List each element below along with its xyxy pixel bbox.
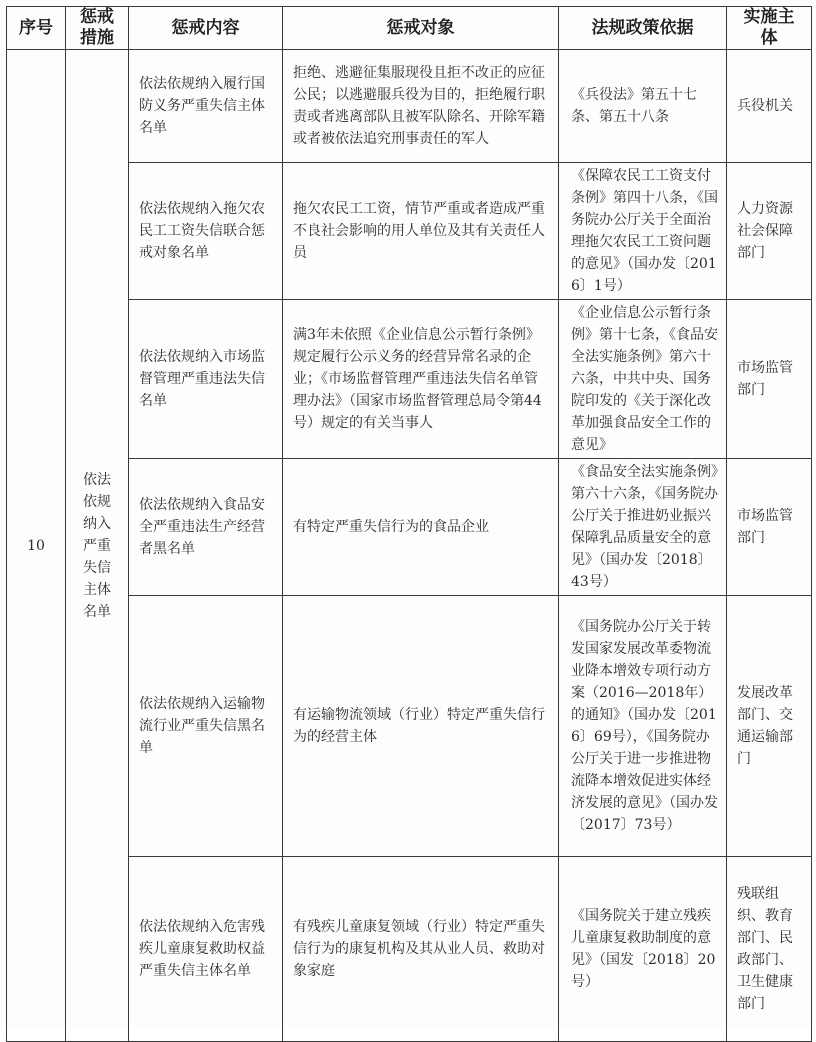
- target-cell: 有特定严重失信行为的食品企业: [283, 459, 559, 596]
- content-cell: 依法依规纳入拖欠农民工工资失信联合惩戒对象名单: [129, 163, 283, 300]
- implementer-cell: 市场监管部门: [727, 459, 812, 596]
- punishment-measures-table: [6, 6, 812, 1042]
- target-cell: 有残疾儿童康复领域（行业）特定严重失信行为的康复机构及其从业人员、救助对象家庭: [283, 857, 559, 1042]
- content-cell: 依法依规纳入运输物流行业严重失信黑名单: [129, 596, 283, 857]
- basis-cell: 《兵役法》第五十七条、第五十八条: [559, 50, 727, 163]
- content-cell: 依法依规纳入市场监督管理严重违法失信名单: [129, 300, 283, 459]
- basis-cell: 《企业信息公示暂行条例》第十七条，《食品安全法实施条例》第六十六条，中共中央、国务院印发的《关于深化改革加强食品安全工作的意见》: [559, 300, 727, 459]
- basis-cell: 《保障农民工工资支付条例》第四十八条，《国务院办公厅关于全面治理拖欠农民工工资问题的意见》（国办发〔2016〕1号）: [559, 163, 727, 300]
- implementer-cell: 发展改革部门、交通运输部门: [727, 596, 812, 857]
- target-cell: 拖欠农民工工资，情节严重或者造成严重不良社会影响的用人单位及其有关责任人员: [283, 163, 559, 300]
- header-basis: 法规政策依据: [559, 7, 727, 50]
- implementer-cell: 兵役机关: [727, 50, 812, 163]
- basis-cell: 《食品安全法实施条例》第六十六条，《国务院办公厅关于推进奶业振兴保障乳品质量安全的意见》（国办发〔2018〕43号）: [559, 459, 727, 596]
- target-cell: 有运输物流领域（行业）特定严重失信行为的经营主体: [283, 596, 559, 857]
- target-cell: 满3年未依照《企业信息公示暂行条例》规定履行公示义务的经营异常名录的企业；《市场监督管理严重违法失信名单管理办法》（国家市场监督管理总局令第44号）规定的有关当事人: [283, 300, 559, 459]
- measure-cell: 依法依规纳入严重失信主体名单: [66, 50, 129, 1042]
- basis-cell: 《国务院关于建立残疾儿童康复救助制度的意见》（国发〔2018〕20号）: [559, 857, 727, 1042]
- basis-cell: 《国务院办公厅关于转发国家发展改革委物流业降本增效专项行动方案（2016—2018年）的通知》（国办发〔2016〕69号），《国务院办公厅关于进一步推进物流降本增效促进实体经济发展的意见》（国办发〔2017〕73号）: [559, 596, 727, 857]
- header-measure: 惩戒措施: [66, 7, 129, 50]
- header-target: 惩戒对象: [283, 7, 559, 50]
- content-cell: 依法依规纳入履行国防义务严重失信主体名单: [129, 50, 283, 163]
- header-content: 惩戒内容: [129, 7, 283, 50]
- table-row: [7, 50, 812, 163]
- row-number: 10: [7, 50, 66, 1042]
- header-implementer: 实施主体: [727, 7, 812, 50]
- implementer-cell: 人力资源社会保障部门: [727, 163, 812, 300]
- content-cell: 依法依规纳入危害残疾儿童康复救助权益严重失信主体名单: [129, 857, 283, 1042]
- header-row: [7, 7, 812, 50]
- target-cell: 拒绝、逃避征集服现役且拒不改正的应征公民；以逃避服兵役为目的，拒绝履行职责或者逃离部队且被军队除名、开除军籍或者被依法追究刑事责任的军人: [283, 50, 559, 163]
- implementer-cell: 残联组织、教育部门、民政部门、卫生健康部门: [727, 857, 812, 1042]
- header-num: 序号: [7, 7, 66, 50]
- implementer-cell: 市场监管部门: [727, 300, 812, 459]
- content-cell: 依法依规纳入食品安全严重违法生产经营者黑名单: [129, 459, 283, 596]
